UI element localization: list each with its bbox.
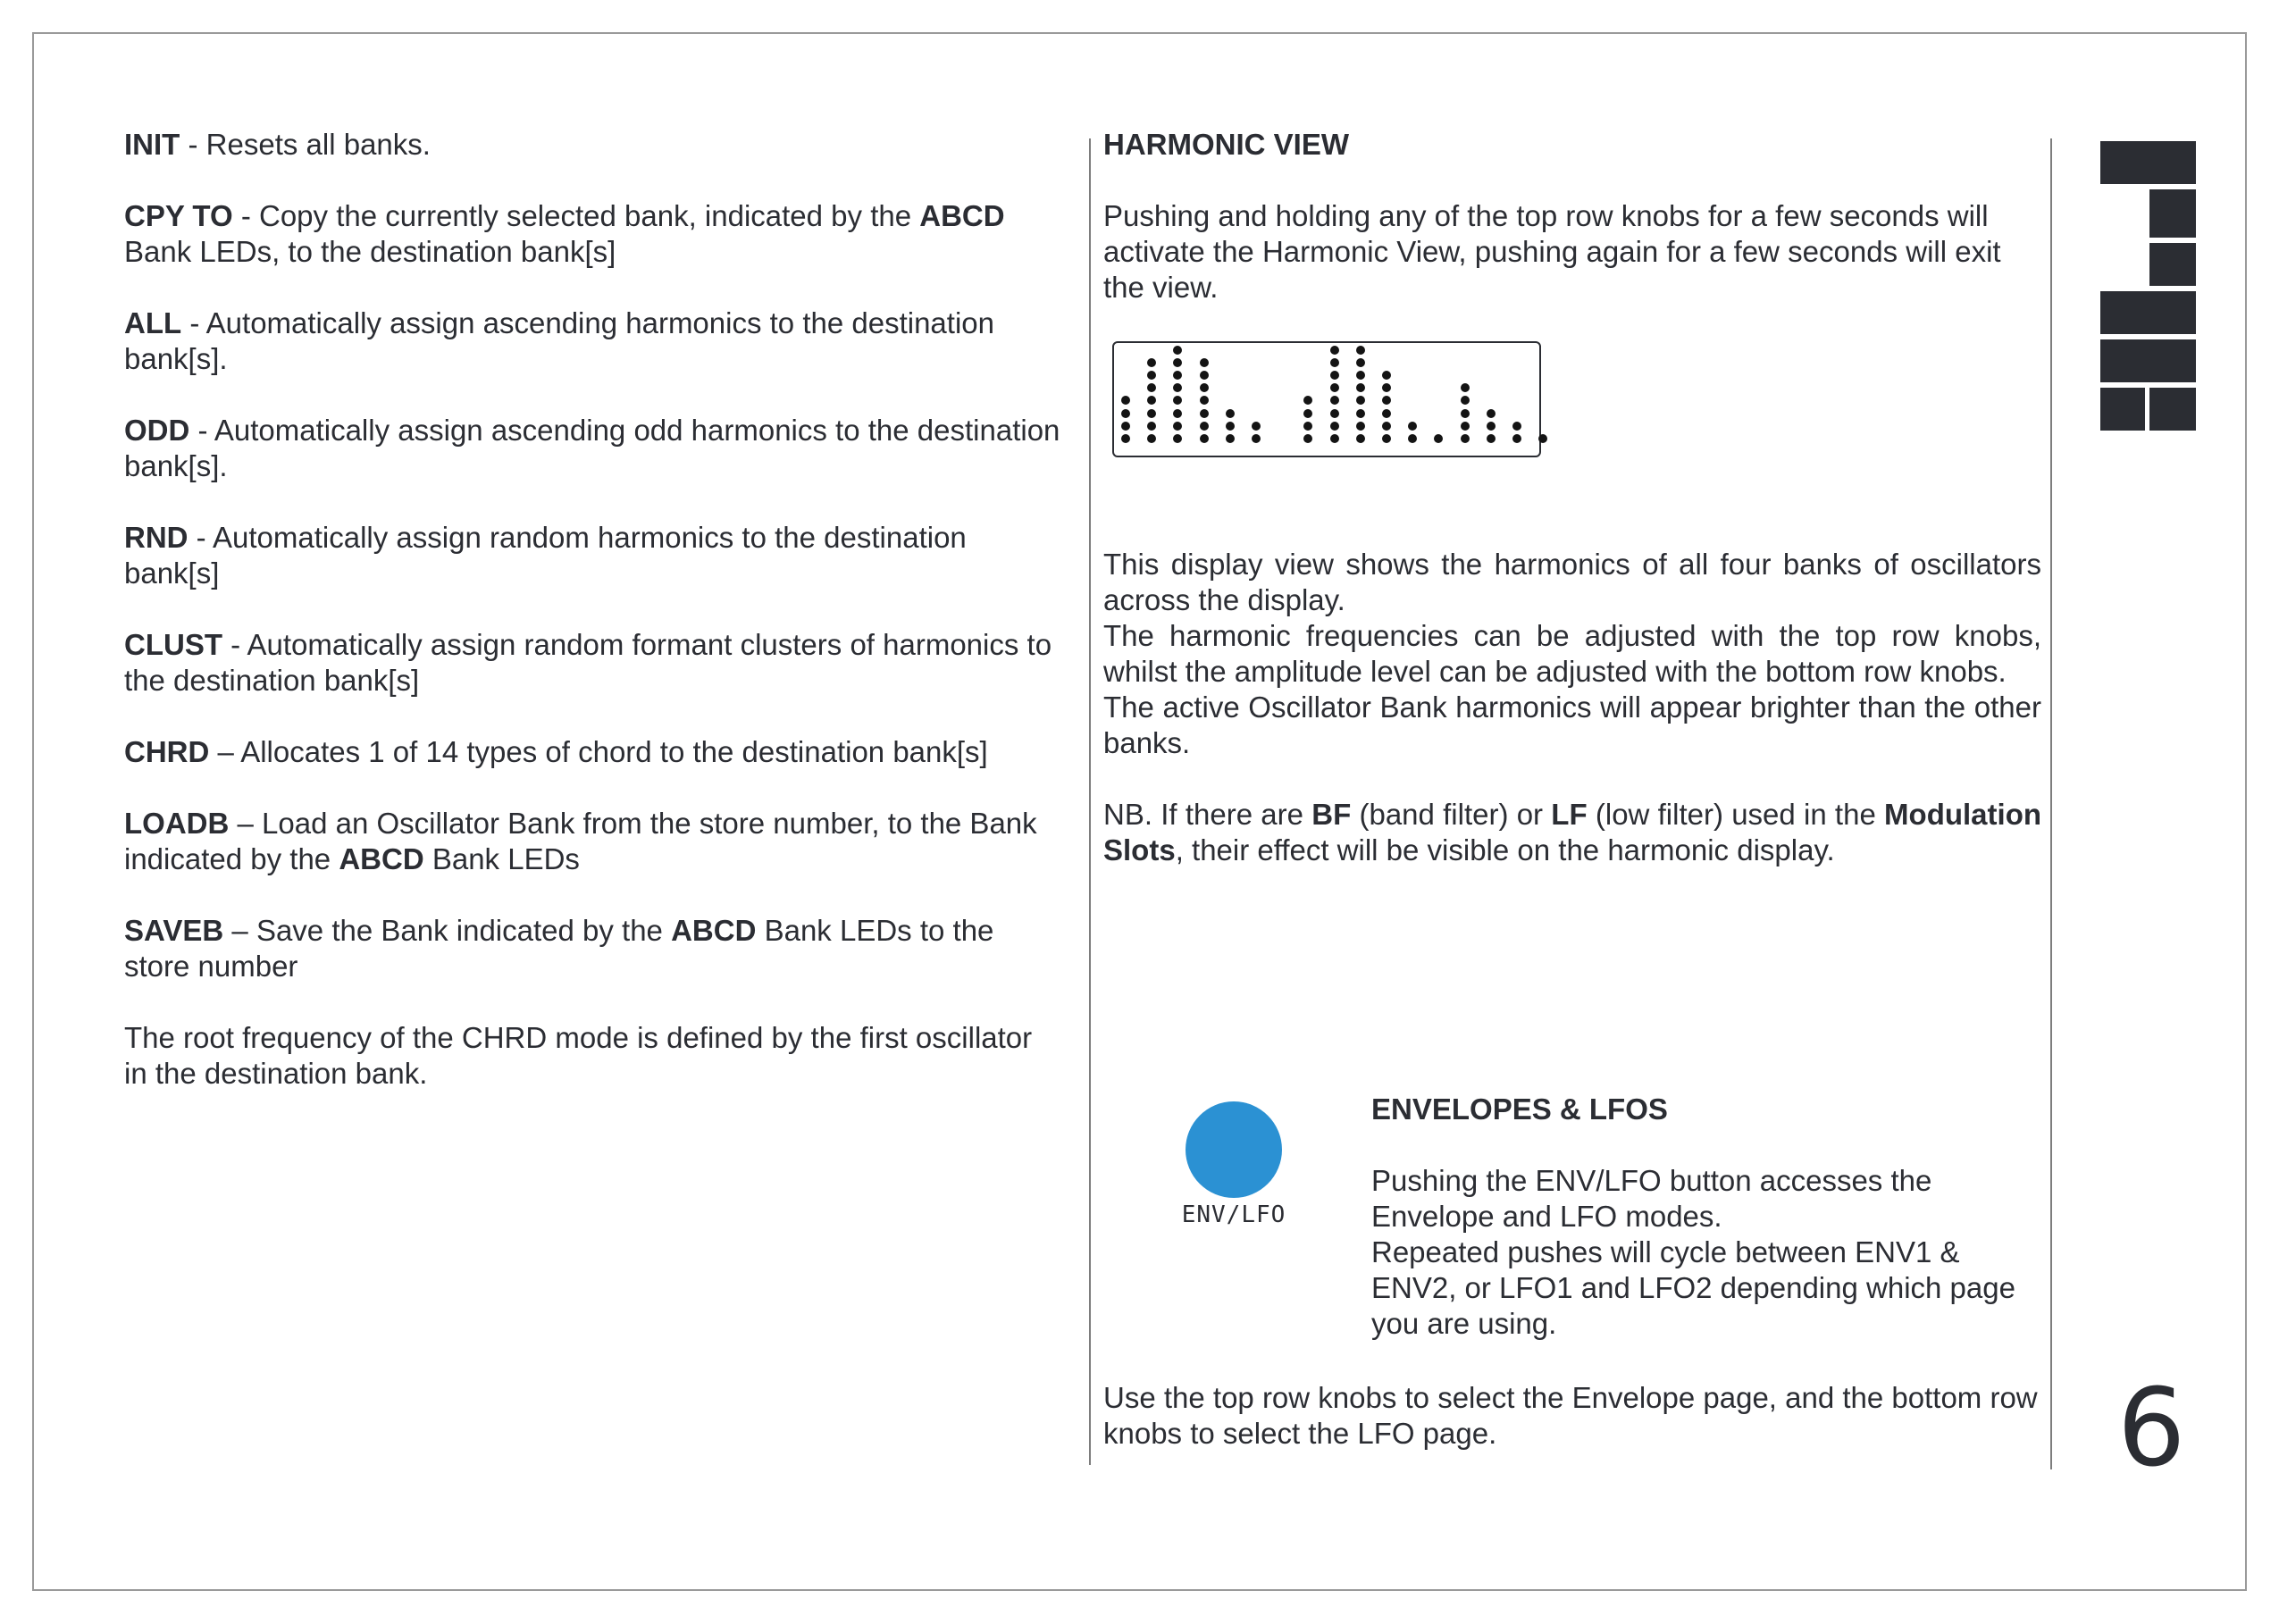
harmonic-view-section [1103,127,2041,904]
led-dot [1303,396,1312,405]
led-dot [1487,434,1496,443]
chrd-entry [124,734,1062,770]
led-dot [1147,422,1156,431]
saveb-text-end: Bank LEDs to the store number [124,914,994,983]
led-dot [1121,434,1130,443]
led-dot [1408,422,1417,431]
led-dot [1356,383,1365,392]
nb-note [1103,797,2041,868]
led-dot [1330,434,1339,443]
led-dot [1356,422,1365,431]
led-dot [1226,409,1235,418]
harmonic-description-3: The active Oscillator Bank harmonics will appear brighter than the other banks. [1103,691,2041,759]
nb-lf: LF [1551,798,1588,831]
cpyto-entry [124,198,1062,270]
env-lfo-button-label: ENV/LFO [1181,1201,1286,1228]
led-dot [1356,371,1365,380]
harmonic-description [1103,547,2041,761]
led-dot [1200,358,1209,367]
harmonic-view-intro: Pushing and holding any of the top row knobs for a few seconds will activate the Harmonic View, pushing again for a few seconds will exit the view. [1103,199,2001,304]
nb-text: NB. If there are [1103,798,1312,831]
envelopes-text-2: Repeated pushes will cycle between ENV1 & ENV2, or LFO1 and LFO2 depending which page you are using. [1371,1235,2015,1340]
led-dot [1121,422,1130,431]
all-entry [124,306,1062,377]
led-dot [1226,434,1235,443]
clust-entry [124,627,1062,699]
harmonic-display [1112,341,1541,457]
loadb-text: – Load an Oscillator Bank from the store number, to the Bank indicated by the [124,807,1037,875]
saveb-term: SAVEB [124,914,224,947]
saveb-entry [124,913,1062,984]
led-dot [1147,383,1156,392]
cpyto-text: - Copy the currently selected bank, indicated by the [232,199,920,232]
led-dot [1330,383,1339,392]
clust-text: - Automatically assign random formant clusters of harmonics to the destination bank[s] [124,628,1052,697]
saveb-abcd: ABCD [671,914,757,947]
led-dot [1487,409,1496,418]
harmonic-description-1: This display view shows the harmonics of all four banks of oscillators across the display. [1103,548,2041,616]
led-dot [1461,434,1470,443]
loadb-text-end: Bank LEDs [423,842,580,875]
led-dot [1330,346,1339,355]
led-dot [1147,396,1156,405]
led-dot [1147,434,1156,443]
led-dot [1382,396,1391,405]
led-dot [1382,409,1391,418]
saveb-text: – Save the Bank indicated by the [223,914,672,947]
led-dot [1461,396,1470,405]
led-dot [1330,409,1339,418]
rnd-term: RND [124,521,189,554]
led-dot [1147,358,1156,367]
led-dot [1512,434,1521,443]
led-dot [1356,434,1365,443]
page-number: 6 [2117,1367,2186,1491]
init-entry [124,127,1062,163]
chrd-term: CHRD [124,735,210,768]
led-dot [1226,422,1235,431]
led-dot [1200,371,1209,380]
loadb-term: LOADB [124,807,230,840]
cpyto-abcd: ABCD [919,199,1005,232]
led-dot [1303,434,1312,443]
nb-text-2: (band filter) or [1351,798,1552,831]
led-dot [1382,371,1391,380]
led-dot [1330,358,1339,367]
led-dot [1173,396,1182,405]
led-dot [1252,434,1261,443]
cpyto-text-end: Bank LEDs, to the destination bank[s] [124,235,616,268]
loadb-abcd: ABCD [339,842,424,875]
odd-entry [124,413,1062,484]
nb-text-3: (low filter) used in the [1587,798,1885,831]
led-dot [1200,383,1209,392]
led-dot [1356,358,1365,367]
led-dot [1147,371,1156,380]
led-dot [1461,383,1470,392]
led-dot [1147,409,1156,418]
led-dot [1434,434,1443,443]
envelopes-section [1371,1092,2050,1342]
loadb-entry [124,806,1062,877]
led-dot [1512,422,1521,431]
envelopes-footer: Use the top row knobs to select the Envelope page, and the bottom row knobs to select the LFO page. [1103,1381,2038,1450]
led-dot [1461,409,1470,418]
nb-bf: BF [1311,798,1352,831]
led-dot [1173,422,1182,431]
led-dot [1173,346,1182,355]
led-dot [1173,358,1182,367]
all-text: - Automatically assign ascending harmonics to the destination bank[s]. [124,306,994,375]
led-dot [1382,434,1391,443]
led-dot [1356,409,1365,418]
led-dot [1200,409,1209,418]
led-dot [1382,383,1391,392]
harmonic-view-heading: HARMONIC VIEW [1103,128,1349,161]
clust-term: CLUST [124,628,222,661]
column-divider-left [1089,138,1091,1465]
column-divider-right [2050,138,2052,1469]
nb-text-4: , their effect will be visible on the harmonic display. [1175,833,1835,866]
led-dot [1356,396,1365,405]
nb-modulation-slots: Modulation Slots [1103,798,2042,866]
led-dot [1538,434,1547,443]
led-dot [1356,346,1365,355]
rnd-text: - Automatically assign random harmonics to the destination bank[s] [124,521,967,590]
chrd-text: – Allocates 1 of 14 types of chord to the destination bank[s] [209,735,988,768]
led-dot [1330,422,1339,431]
led-dot [1200,434,1209,443]
led-dot [1173,371,1182,380]
odd-term: ODD [124,414,190,447]
led-dot [1121,396,1130,405]
led-dot [1173,383,1182,392]
led-dot [1121,409,1130,418]
led-dot [1303,422,1312,431]
led-dot [1303,409,1312,418]
init-term: INIT [124,128,180,161]
rnd-entry [124,520,1062,591]
led-dot [1330,371,1339,380]
led-dot [1382,422,1391,431]
odd-text: - Automatically assign ascending odd harmonics to the destination bank[s]. [124,414,1060,482]
all-term: ALL [124,306,182,339]
led-dot [1173,434,1182,443]
brand-logo [2100,141,2196,431]
cpyto-term: CPY TO [124,199,233,232]
envelopes-text-1: Pushing the ENV/LFO button accesses the Envelope and LFO modes. [1371,1164,1932,1233]
left-column [124,127,1062,1127]
led-dot [1461,422,1470,431]
env-lfo-button[interactable] [1186,1101,1282,1198]
led-dot [1173,409,1182,418]
led-dot [1408,434,1417,443]
envelopes-heading: ENVELOPES & LFOS [1371,1092,1668,1126]
root-frequency-note: The root frequency of the CHRD mode is defined by the first oscillator in the destination bank. [124,1021,1033,1090]
led-dot [1330,396,1339,405]
led-dot [1487,422,1496,431]
led-dot [1200,422,1209,431]
led-dot [1200,396,1209,405]
led-dot [1252,422,1261,431]
init-text: - Resets all banks. [180,128,431,161]
harmonic-description-2: The harmonic frequencies can be adjusted with the top row knobs, whilst the amplitude level can be adjusted with the bottom row knobs. [1103,619,2041,688]
